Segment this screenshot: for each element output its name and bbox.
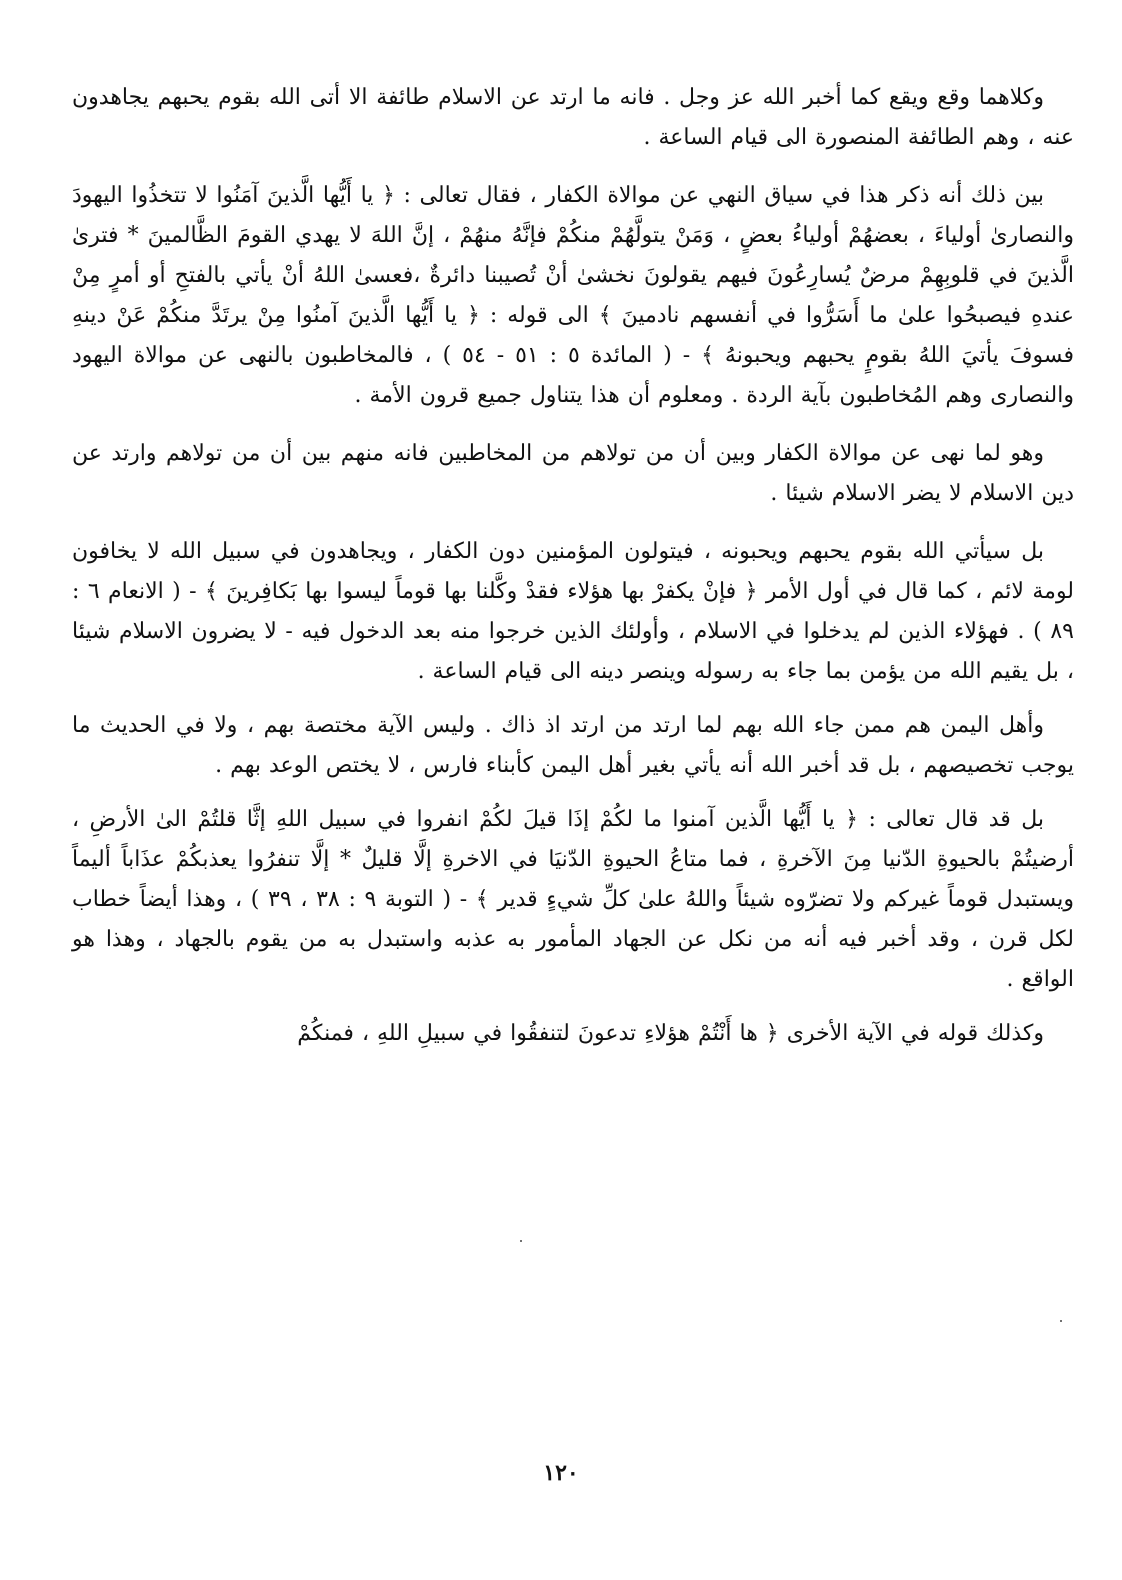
page-number: ١٢٠ xyxy=(543,1460,579,1486)
scan-speck xyxy=(1060,1320,1062,1322)
body-text xyxy=(72,78,1074,1072)
paragraph-1: وكلاهما وقع ويقع كما أخبر الله عز وجل . فانه ما ارتد عن الاسلام طائفة الا أتى الله بقوم يحبهم يجاهدون عنه ، وهم الطائفة المنصورة الى قيام الساعة . xyxy=(72,85,1074,150)
paragraph-3: وهو لما نهى عن موالاة الكفار وبين أن من تولاهم من المخاطبين فانه منهم بين أن من تولاهم وارتد عن دين الاسلام لا يضر الاسلام شيئا . xyxy=(72,441,1074,506)
paragraph-2: بين ذلك أنه ذكر هذا في سياق النهي عن موالاة الكفار ، فقال تعالى : ﴿ يا أَيُّها الَّذينَ آمَنُوا لا تتخذُوا اليهودَ والنصارىٰ أولياءَ ، بعضهُمْ أولياءُ بعضٍ ، وَمَنْ يتولَّهُمْ منكُمْ فإنَّهُ منهُمْ ، إنَّ اللهَ لا يهدي القومَ الظَّالمينَ * فترىٰ الَّذينَ في قلوبِهِمْ مرضٌ يُسارِعُونَ فيهم يقولونَ نخشىٰ أنْ تُصيبنا دائرةٌ ،فعسىٰ اللهُ أنْ يأتي بالفتحِ أو أمرٍ مِنْ عندهِ فيصبحُوا علىٰ ما أَسَرُّوا في أنفسهم نادمينَ ﴾ الى قوله : ﴿ يا أَيُّها الَّذينَ آمنُوا مِنْ يرتَدَّ منكُمْ عَنْ دينهِ فسوفَ يأتيَ اللهُ بقومٍ يحبهم ويحبونهُ ﴾ - ( المائدة ٥ : ٥١ - ٥٤ ) ، فالمخاطبون بالنهى عن موالاة اليهود والنصارى وهم المُخاطبون بآية الردة . ومعلوم أن هذا يتناول جميع قرون الأمة . xyxy=(72,183,1075,408)
paragraph-7: وكذلك قوله في الآية الأخرى ﴿ ها أَنْتُمْ هؤلاءِ تدعونَ لتنفقُوا في سبيلِ اللهِ ، فمنكُمْ xyxy=(297,1021,1044,1046)
paragraph-4: بل سيأتي الله بقوم يحبهم ويحبونه ، فيتولون المؤمنين دون الكفار ، ويجاهدون في سبيل الله لا يخافون لومة لائم ، كما قال في أول الأمر ﴿ فإنْ يكفرْ بها هؤلاء فقدْ وكَّلنا بها قوماً ليسوا بها بَكافِرينَ ﴾ - ( الانعام ٦ : ٨٩ ) . فهؤلاء الذين لم يدخلوا في الاسلام ، وأولئك الذين خرجوا منه بعد الدخول فيه - لا يضرون الاسلام شيئا ، بل يقيم الله من يؤمن بما جاء به رسوله وينصر دينه الى قيام الساعة . xyxy=(72,539,1075,684)
scan-speck xyxy=(520,1240,522,1242)
paragraph-6: بل قد قال تعالى : ﴿ يا أَيُّها الَّذين آمنوا ما لكُمْ إذَا قيلَ لكُمْ انفروا في سبيل اللهِ إثَّا قلتُمْ الىٰ الأرضِ ، أرضيتُمْ بالحيوةِ الدّنيا مِنَ الآخرةِ ، فما متاعُ الحيوةِ الدّنيَا في الاخرةِ إلَّا قليلٌ * إلَّا تنفرُوا يعذبكُمْ عذَاباً أليماً ويستبدل قوماً غيركم ولا تضرّوه شيئاً واللهُ علىٰ كلِّ شيءٍ قدير ﴾ - ( التوبة ٩ : ٣٨ ، ٣٩ ) ، وهذا أيضاً خطاب لكل قرن ، وقد أخبر فيه أنه من نكل عن الجهاد المأمور به عذبه واستبدل به من يقوم بالجهاد ، وهذا هو الواقع . xyxy=(72,807,1074,992)
paragraph-5: وأهل اليمن هم ممن جاء الله بهم لما ارتد من ارتد اذ ذاك . وليس الآية مختصة بهم ، ولا في الحديث ما يوجب تخصيصهم ، بل قد أخبر الله أنه يأتي بغير أهل اليمن كأبناء فارس ، لا يختص الوعد بهم . xyxy=(72,713,1074,778)
